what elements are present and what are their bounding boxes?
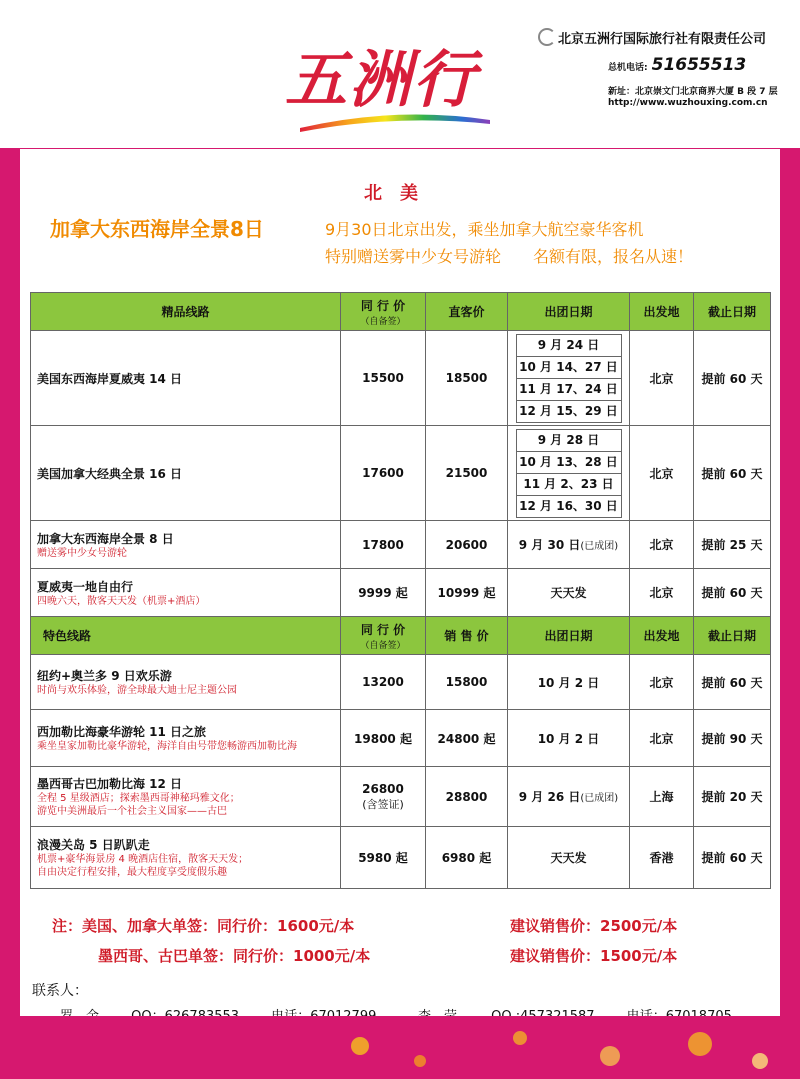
table-header-row xyxy=(31,293,771,331)
depart-date: 10 月 2 日 xyxy=(508,710,630,767)
peer-price: 26800 (含签证) xyxy=(341,767,426,827)
table-row xyxy=(31,331,771,426)
col-deadline: 截止日期 xyxy=(694,293,771,331)
depart-city: 北京 xyxy=(630,331,694,426)
depart-dates: 9 月 28 日 10 月 13、28 日 11 月 2、23 日 12 月 16、30 日 xyxy=(508,426,630,521)
route-cell: 墨西哥古巴加勒比海 12 日 全程 5 星级酒店；探索墨西哥神秘玛雅文化； 游览中美洲最后一个社会主义国家——古巴 xyxy=(31,767,341,827)
col-sale-price: 销 售 价 xyxy=(426,617,508,655)
table-row xyxy=(31,710,771,767)
depart-city: 香港 xyxy=(630,827,694,889)
region-title: 北美 xyxy=(364,183,436,204)
note-line-1a: 注：美国、加拿大单签：同行价：1600元/本 xyxy=(52,917,355,935)
main-panel xyxy=(20,149,780,1024)
deadline: 提前 60 天 xyxy=(694,426,771,521)
contact-name: 罗 金 xyxy=(60,1009,100,1024)
depart-date: 10 月 2 日 xyxy=(508,655,630,710)
col-depart-date: 出团日期 xyxy=(508,617,630,655)
table-header-row xyxy=(31,617,771,655)
logo-text: 五洲行 xyxy=(285,43,478,116)
depart-city: 北京 xyxy=(630,569,694,617)
phone-info: 总机电话: 51655513 xyxy=(608,55,747,75)
col-depart-city: 出发地 xyxy=(630,293,694,331)
deadline: 提前 60 天 xyxy=(694,331,771,426)
direct-price: 20600 xyxy=(426,521,508,569)
contact-tel: 电话：67012799 xyxy=(271,1009,377,1024)
route-cell: 浪漫关岛 5 日趴趴走 机票+豪华海景房 4 晚酒店住宿，散客天天发； 自由决定行程安排，最大程度享受度假乐趣 xyxy=(31,827,341,889)
peer-price: 19800 起 xyxy=(341,710,426,767)
depart-city: 北京 xyxy=(630,426,694,521)
address: 新址：北京崇文门北京商界大厦 B 段 7 层 xyxy=(608,87,778,97)
depart-date: 9 月 26 日(已成团) xyxy=(508,767,630,827)
depart-city: 上海 xyxy=(630,767,694,827)
sale-price: 6980 起 xyxy=(426,827,508,889)
route-cell: 加拿大东西海岸全景 8 日 赠送雾中少女号游轮 xyxy=(31,521,341,569)
peer-price: 9999 起 xyxy=(341,569,426,617)
depart-date: 天天发 xyxy=(508,827,630,889)
rainbow-swoosh-icon xyxy=(295,110,495,132)
depart-city: 北京 xyxy=(630,655,694,710)
col-route: 特色线路 xyxy=(31,617,341,655)
col-peer-price: 同 行 价 （自备签） xyxy=(341,617,426,655)
peer-price: 15500 xyxy=(341,331,426,426)
deadline: 提前 60 天 xyxy=(694,655,771,710)
promo-line-1: 9月30日北京出发，乘坐加拿大航空豪华客机 xyxy=(325,220,644,239)
contact-qq: QQ :457321587 xyxy=(491,1009,595,1024)
col-route: 精品线路 xyxy=(31,293,341,331)
contact-tel: 电话：67018705 xyxy=(626,1009,732,1024)
table-row xyxy=(31,655,771,710)
peer-price: 5980 起 xyxy=(341,827,426,889)
deadline: 提前 60 天 xyxy=(694,827,771,889)
col-depart-city: 出发地 xyxy=(630,617,694,655)
contacts-label: 联系人： xyxy=(32,983,88,999)
page-header xyxy=(0,0,800,148)
note-line-1b: 建议销售价：2500元/本 xyxy=(510,917,678,935)
direct-price: 21500 xyxy=(426,426,508,521)
website-url[interactable]: http://www.wuzhouxing.com.cn xyxy=(608,98,768,108)
deadline: 提前 25 天 xyxy=(694,521,771,569)
promo-title: 加拿大东西海岸全景8日 xyxy=(50,217,264,241)
festive-decoration-icon xyxy=(0,1016,800,1079)
brand-logo xyxy=(285,40,515,140)
route-cell: 美国加拿大经典全景 16 日 xyxy=(31,426,341,521)
peer-price: 13200 xyxy=(341,655,426,710)
table-row xyxy=(31,767,771,827)
depart-date: 9 月 30 日(已成团) xyxy=(508,521,630,569)
table-row xyxy=(31,827,771,889)
contact-name: 李 莹 xyxy=(418,1009,458,1024)
contact-qq: QQ：626783553 xyxy=(131,1009,240,1024)
deadline: 提前 60 天 xyxy=(694,569,771,617)
note-line-2b: 建议销售价：1500元/本 xyxy=(510,947,678,965)
depart-city: 北京 xyxy=(630,710,694,767)
table-row xyxy=(31,569,771,617)
depart-city: 北京 xyxy=(630,521,694,569)
direct-price: 10999 起 xyxy=(426,569,508,617)
route-cell: 夏威夷一地自由行 四晚六天，散客天天发（机票+酒店） xyxy=(31,569,341,617)
deadline: 提前 20 天 xyxy=(694,767,771,827)
route-cell: 纽约+奥兰多 9 日欢乐游 时尚与欢乐体验，游全球最大迪士尼主题公园 xyxy=(31,655,341,710)
table-row xyxy=(31,426,771,521)
table-row xyxy=(31,521,771,569)
col-deadline: 截止日期 xyxy=(694,617,771,655)
col-depart-date: 出团日期 xyxy=(508,293,630,331)
col-peer-price: 同 行 价 （自备签） xyxy=(341,293,426,331)
depart-date: 天天发 xyxy=(508,569,630,617)
company-name: 北京五洲行国际旅行社有限责任公司 xyxy=(538,28,793,47)
promo-line-2: 特别赠送雾中少女号游轮 名额有限，报名从速！ xyxy=(325,247,694,266)
phone-number: 51655513 xyxy=(651,55,747,75)
col-direct-price: 直客价 xyxy=(426,293,508,331)
route-cell: 西加勒比海豪华游轮 11 日之旅 乘坐皇家加勒比豪华游轮，海洋自由号带您畅游西加勒比海 xyxy=(31,710,341,767)
peer-price: 17600 xyxy=(341,426,426,521)
route-cell: 美国东西海岸夏威夷 14 日 xyxy=(31,331,341,426)
company-logo-icon xyxy=(538,28,556,46)
depart-dates: 9 月 24 日 10 月 14、27 日 11 月 17、24 日 12 月 15、29 日 xyxy=(508,331,630,426)
direct-price: 18500 xyxy=(426,331,508,426)
sale-price: 28800 xyxy=(426,767,508,827)
peer-price: 17800 xyxy=(341,521,426,569)
tour-price-table xyxy=(30,292,771,889)
sale-price: 24800 起 xyxy=(426,710,508,767)
note-line-2a: 墨西哥、古巴单签：同行价：1000元/本 xyxy=(98,947,371,965)
sale-price: 15800 xyxy=(426,655,508,710)
deadline: 提前 90 天 xyxy=(694,710,771,767)
